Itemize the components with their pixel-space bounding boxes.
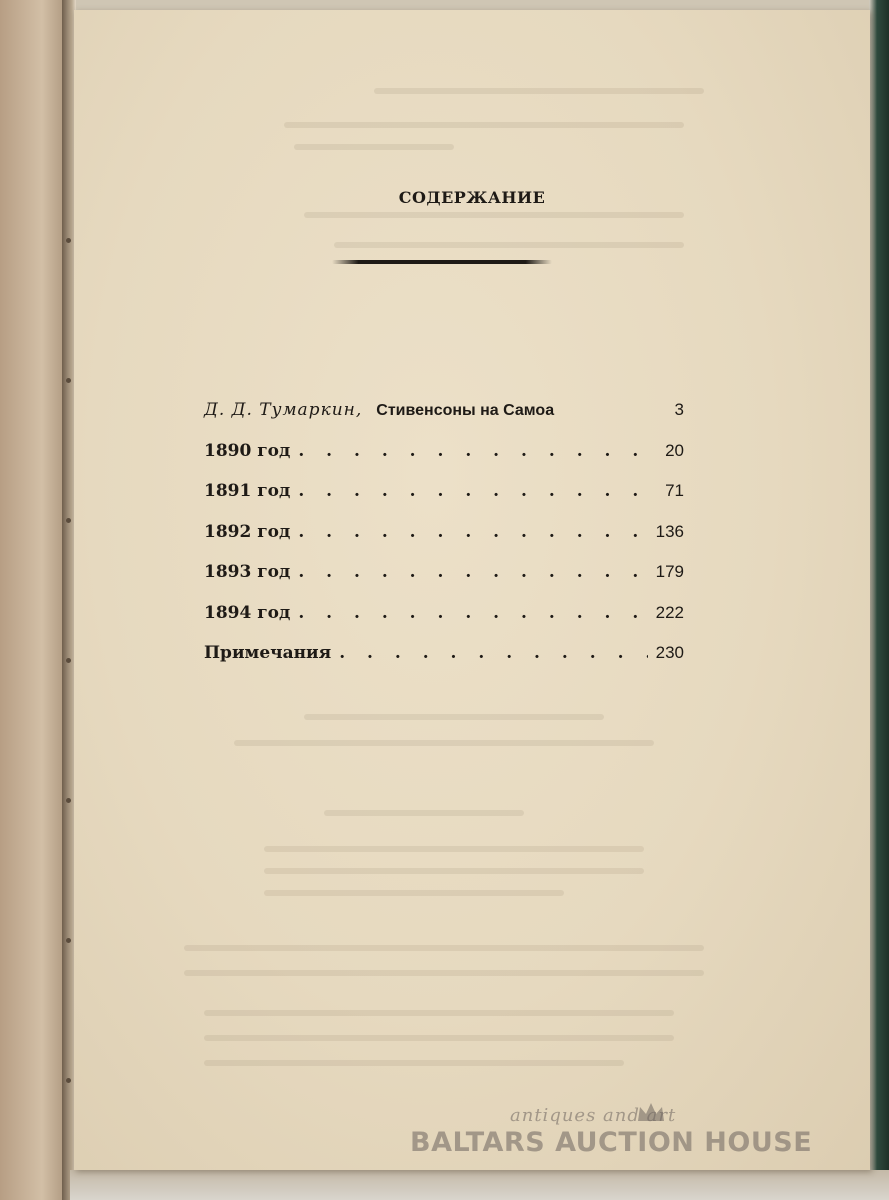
- watermark-name: BALTARS AUCTION HOUSE: [410, 1127, 813, 1158]
- toc-dot-leader: [298, 481, 657, 501]
- show-through-text: [304, 212, 684, 218]
- toc-dot-leader: [339, 643, 647, 663]
- toc-entry: [204, 562, 684, 603]
- binding-stitch: [66, 938, 71, 943]
- table-surface: [70, 1170, 889, 1200]
- toc-entry-page: 179: [655, 562, 684, 581]
- show-through-text: [374, 88, 704, 94]
- toc-entry: [204, 441, 684, 482]
- show-through-text: [264, 846, 644, 852]
- toc-entry-page: 20: [665, 440, 684, 460]
- toc-entry-page: 230: [655, 643, 684, 662]
- toc-entry-label: 1892 год: [204, 521, 291, 542]
- toc-entry: [204, 643, 684, 684]
- book-cover-edge: [869, 0, 889, 1200]
- show-through-text: [204, 1060, 624, 1066]
- show-through-text: [184, 945, 704, 951]
- show-through-text: [264, 868, 644, 874]
- show-through-text: [304, 714, 604, 720]
- table-of-contents: [204, 400, 684, 684]
- toc-dot-leader: [298, 562, 647, 582]
- binding-stitch: [66, 798, 71, 803]
- toc-entry-label: Примечания: [204, 643, 332, 663]
- show-through-text: [184, 970, 704, 976]
- toc-dot-leader: [298, 522, 647, 542]
- toc-entry-author: Д. Д. Тумаркин,: [204, 400, 363, 420]
- book-page: [74, 10, 870, 1170]
- show-through-text: [264, 890, 564, 896]
- toc-entry-label: 1894 год: [204, 602, 291, 623]
- title-divider: [332, 260, 552, 264]
- show-through-text: [334, 242, 684, 248]
- toc-entry-label: 1891 год: [204, 481, 291, 501]
- binding-stitch: [66, 238, 71, 243]
- watermark-tagline: antiques and art: [510, 1105, 677, 1126]
- toc-entry-label: Стивенсоны на Самоа: [376, 402, 555, 419]
- toc-entry: [204, 603, 684, 644]
- show-through-text: [284, 122, 684, 128]
- show-through-text: [234, 740, 654, 746]
- binding-stitch: [66, 658, 71, 663]
- toc-dot-leader: [298, 441, 657, 461]
- binding-stitch: [66, 378, 71, 383]
- toc-entry-page: 136: [655, 521, 684, 541]
- previous-page-edge: [0, 0, 70, 1200]
- toc-entry-page: 3: [674, 400, 684, 419]
- toc-entry-label: 1890 год: [204, 440, 291, 461]
- toc-entry: [204, 522, 684, 563]
- show-through-text: [204, 1035, 674, 1041]
- toc-entry: [204, 481, 684, 522]
- toc-dot-leader: [298, 603, 647, 623]
- binding-stitch: [66, 518, 71, 523]
- toc-entry: [204, 400, 684, 441]
- show-through-text: [324, 810, 524, 816]
- toc-entry-page: 71: [665, 481, 684, 500]
- show-through-text: [294, 144, 454, 150]
- binding-stitch: [66, 1078, 71, 1083]
- toc-entry-page: 222: [655, 602, 684, 622]
- toc-entry-label: 1893 год: [204, 562, 291, 582]
- show-through-text: [204, 1010, 674, 1016]
- page-title: СОДЕРЖАНИЕ: [398, 188, 546, 207]
